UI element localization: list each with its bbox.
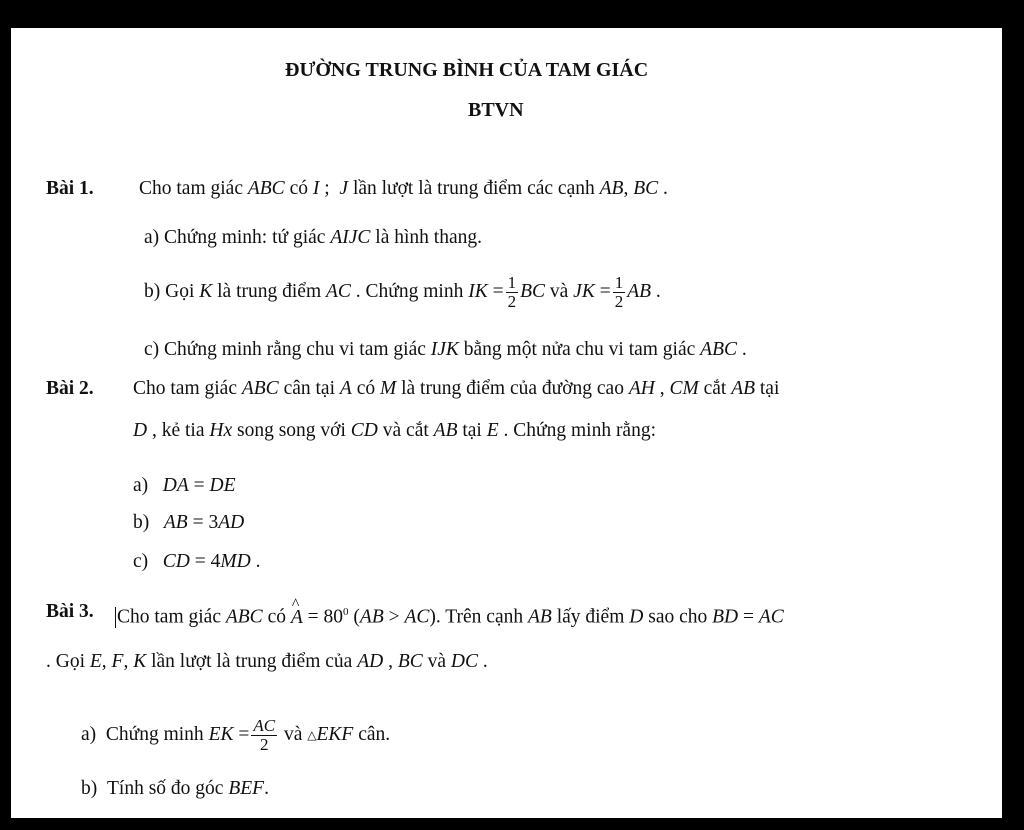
bai1-part-a: a) Chứng minh: tứ giác AIJC là hình thang. bbox=[144, 227, 482, 248]
page-title: ĐƯỜNG TRUNG BÌNH CỦA TAM GIÁC bbox=[285, 59, 649, 81]
fraction-ac-over-2: $\frac{AC}{2}$ bbox=[253, 716, 276, 755]
bai1-label: Bài 1. bbox=[46, 178, 94, 199]
bai1-part-b: b) Gọi K là trung điểm AC . Chứng minh IK = $\frac{1}{2}$ BC và JK = $\frac{1}{2}$ AB . bbox=[144, 273, 661, 312]
bai2-part-b: b) AB = 3AD bbox=[133, 512, 245, 533]
bai2-label: Bài 2. bbox=[46, 378, 94, 399]
bai3-part-b: b) Tính số đo góc BEF. bbox=[81, 778, 269, 799]
fraction-one-half: $\frac{1}{2}$ bbox=[614, 273, 624, 312]
bai3-part-a: a) Chứng minh EK = $\frac{AC}{2}$ và △EKF cân. bbox=[81, 716, 391, 755]
document-page bbox=[11, 28, 1002, 818]
bai2-part-a: a) DA = DE bbox=[133, 475, 236, 496]
bai2-line2: D , kẻ tia Hx song song với CD và cắt AB tại E . Chứng minh rằng: bbox=[133, 420, 657, 441]
page-subtitle: BTVN bbox=[468, 99, 524, 121]
bai3-label: Bài 3. bbox=[46, 601, 94, 622]
bai2-part-c: c) CD = 4MD . bbox=[133, 551, 261, 572]
bai1-part-c: c) Chứng minh rằng chu vi tam giác IJK bằng một nửa chu vi tam giác ABC . bbox=[144, 339, 747, 360]
bai1-intro: Cho tam giác ABC có I ; J lần lượt là trung điểm các cạnh AB, BC . bbox=[139, 178, 668, 199]
bai2-line1: Cho tam giác ABC cân tại A có M là trung điểm của đường cao AH , CM cắt AB tại bbox=[133, 378, 780, 399]
fraction-one-half: $\frac{1}{2}$ bbox=[507, 273, 517, 312]
bai3-line1: Cho tam giác ABC có ^ $A = 80^0$ (AB > AC). Trên cạnh AB lấy điểm D sao cho BD = AC bbox=[115, 600, 784, 630]
bai3-line2: . Gọi E, F, K lần lượt là trung điểm của AD , BC và DC . bbox=[46, 651, 488, 672]
